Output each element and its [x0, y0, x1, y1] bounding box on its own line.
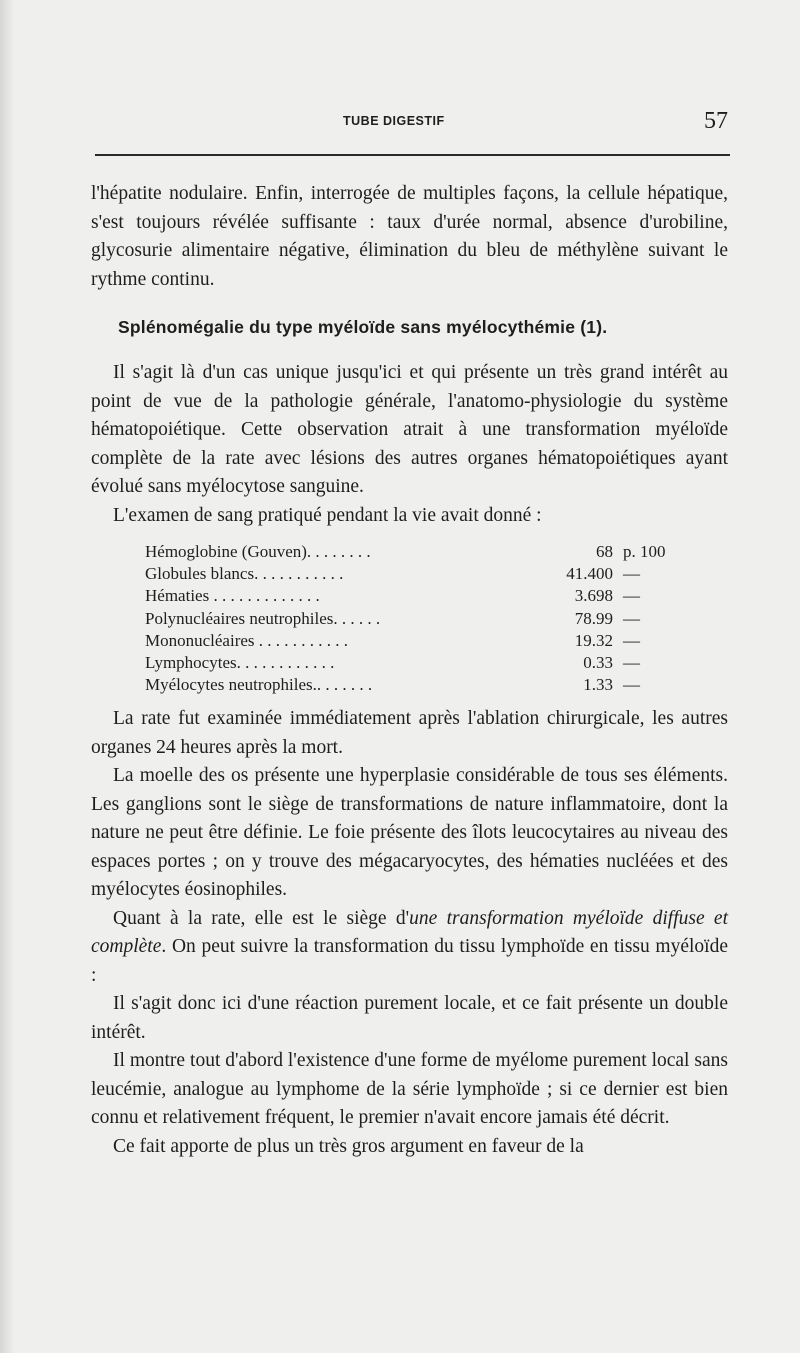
table-row — [145, 585, 685, 607]
paragraph-8-text: Il montre tout d'abord l'existence d'une forme de myélome purement local sans leucémie, analogue au lymphome de la série lymphoïde ; si ce dernier est bien connu et relativement fréquent, le premier n'avait encore jamais été décrit. — [91, 1050, 728, 1128]
row-unit: — — [623, 675, 640, 695]
table-row — [145, 563, 685, 585]
table-row — [145, 608, 685, 630]
paragraph-1 — [91, 180, 728, 294]
paragraph-6-part-c: . On peut suivre la transformation du tissu lymphoïde en tissu myéloïde : — [91, 936, 728, 986]
row-value: 19.32 — [574, 630, 613, 650]
page-header — [95, 108, 730, 142]
page-edge-shadow — [0, 0, 14, 1353]
row-value: 3.698 — [574, 586, 613, 606]
row-value: 78.99 — [574, 608, 613, 628]
paragraph-4-text: La rate fut examinée immédiatement après l'ablation chirurgicale, les autres organes 24 heures après la mort. — [91, 708, 728, 758]
table-row — [145, 674, 685, 696]
row-unit: p. 100 — [623, 542, 666, 561]
paragraph-1-text: l'hépatite nodulaire. Enfin, interrogée de multiples façons, la cellule hépatique, s'est toujours révélée suffisante : taux d'urée normal, absence d'urobiline, glycosurie alimentaire négative, élimination du bleu de méthylène suivant le rythme continu. — [91, 183, 728, 290]
row-label: Lymphocytes. . . . . . . . . . . . — [145, 653, 335, 673]
paragraph-5-text: La moelle des os présente une hyperplasie considérable de tous ses éléments. Les ganglions sont le siège de transformations de nature inflammatoire, dont la nature ne peut être définie. Le foie présente des îlots leucocytaires au niveau des espaces portes ; on y trouve des mégacaryocytes, des hématies nucléées et des myélocytes éosinophiles. — [91, 765, 728, 900]
row-unit: — — [623, 608, 640, 628]
paragraph-2 — [91, 359, 728, 530]
table-row — [145, 630, 685, 652]
paragraph-6-part-a: Quant à la rate, elle est le siège d' — [113, 907, 410, 929]
row-label: Mononucléaires . . . . . . . . . . . — [145, 630, 349, 650]
row-unit: — — [623, 630, 640, 650]
paragraph-9-text: Ce fait apporte de plus un très gros argument en faveur de la — [113, 1135, 584, 1157]
row-label: Hématies . . . . . . . . . . . . . — [145, 586, 320, 606]
table-row — [145, 652, 685, 674]
section-heading: Splénomégalie du type myéloïde sans myélocythémie (1). — [118, 317, 608, 337]
row-label: Hémoglobine (Gouven). . . . . . . . — [145, 542, 371, 561]
paragraph-6-emphasis: une transformation myéloïde diffuse et complète — [91, 907, 728, 957]
row-value: 41.400 — [566, 564, 613, 584]
row-label: Myélocytes neutrophiles.. . . . . . . — [145, 675, 373, 695]
running-title: TUBE DIGESTIF — [343, 114, 445, 128]
row-value: 68 — [596, 542, 613, 561]
body-continued — [91, 705, 728, 1161]
page-number: 57 — [704, 108, 728, 134]
row-label: Polynucléaires neutrophiles. . . . . . — [145, 608, 381, 628]
blood-exam-table — [145, 541, 685, 696]
paragraph-2-text: Il s'agit là d'un cas unique jusqu'ici et qui présente un très grand intérêt au point de vue de la pathologie générale, l'anatomo-physiologie du système hématopoiétique. Cette observation atrait à une transformation myéloïde complète de la rate avec lésions des autres organes hématopoiétiques ayant évolué sans myélocytose sanguine. — [91, 362, 728, 497]
row-unit: — — [623, 586, 640, 606]
header-rule — [95, 154, 730, 156]
row-label: Globules blancs. . . . . . . . . . . — [145, 564, 344, 584]
row-unit: — — [623, 653, 640, 673]
paragraph-7-text: Il s'agit donc ici d'une réaction purement locale, et ce fait présente un double intérêt. — [91, 993, 728, 1043]
row-unit: — — [623, 564, 640, 584]
paragraph-3-text: L'examen de sang pratiqué pendant la vie avait donné : — [113, 504, 542, 526]
row-value: 0.33 — [583, 653, 613, 673]
row-value: 1.33 — [583, 675, 613, 695]
paragraph-6 — [91, 905, 728, 991]
table-row — [145, 541, 685, 563]
